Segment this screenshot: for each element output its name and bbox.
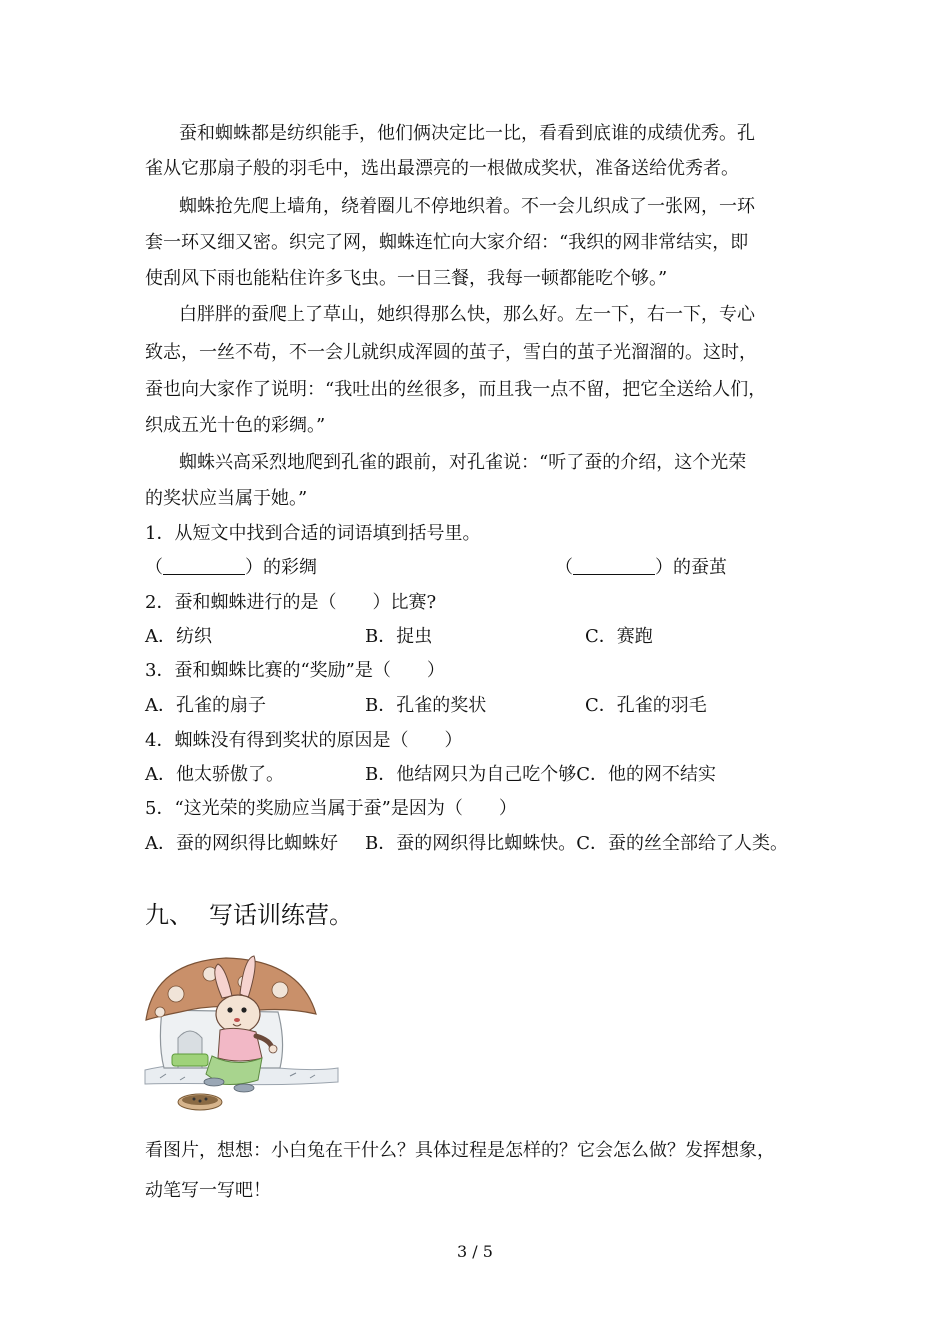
question-1: 1．从短文中找到合适的词语填到括号里。	[145, 523, 481, 544]
question-4: 4．蜘蛛没有得到奖状的原因是（ ）	[145, 730, 463, 751]
passage-line: 蜘蛛兴高采烈地爬到孔雀的跟前，对孔雀说：“听了蚕的介绍，这个光荣	[179, 452, 747, 473]
option-a[interactable]: A．蚕的网织得比蜘蛛好	[145, 833, 338, 854]
passage-line: 白胖胖的蚕爬上了草山，她织得那么快，那么好。左一下，右一下，专心	[179, 304, 755, 325]
question-5: 5．“这光荣的奖励应当属于蚕”是因为（ ）	[145, 798, 517, 819]
section-title: 写话训练营。	[209, 901, 353, 929]
section-heading	[145, 898, 353, 932]
passage-line: 套一环又细又密。织完了网，蜘蛛连忙向大家介绍：“我织的网非常结实，即	[145, 232, 749, 253]
passage-line: 雀从它那扇子般的羽毛中，选出最漂亮的一根做成奖状，准备送给优秀者。	[145, 158, 739, 179]
option-a[interactable]: A．孔雀的扇子	[145, 695, 266, 716]
page-number: 3 / 5	[457, 1242, 493, 1261]
option-a[interactable]: A．纺织	[145, 626, 212, 647]
option-bc[interactable]: B．蚕的网织得比蜘蛛快。C．蚕的丝全部给了人类。	[365, 833, 788, 854]
option-c[interactable]: C．孔雀的羽毛	[585, 695, 707, 716]
option-b[interactable]: B．捉虫	[365, 626, 433, 647]
fill-label-right: ）的蚕茧	[655, 557, 727, 578]
section-number: 九、	[145, 901, 193, 929]
passage-line: 蚕也向大家作了说明：“我吐出的丝很多，而且我一点不留，把它全送给人们，	[145, 379, 767, 400]
question-2: 2．蚕和蜘蛛进行的是（ ）比赛?	[145, 592, 437, 613]
option-b[interactable]: B．孔雀的奖状	[365, 695, 487, 716]
question-1-fill-right	[555, 555, 727, 581]
question-3: 3．蚕和蜘蛛比赛的“奖励”是（ ）	[145, 660, 445, 681]
option-bc[interactable]: B．他结网只为自己吃个够C．他的网不结实	[365, 764, 716, 785]
passage-line: 使刮风下雨也能粘住许多飞虫。一日三餐，我每一顿都能吃个够。”	[145, 268, 668, 289]
answer-blank-left[interactable]	[163, 556, 245, 575]
question-5-options	[145, 831, 825, 857]
question-1-fill-row	[145, 555, 727, 581]
passage-line: 蜘蛛抢先爬上墙角，绕着圈儿不停地织着。不一会儿织成了一张网，一环	[179, 196, 755, 217]
option-a[interactable]: A．他太骄傲了。	[145, 764, 284, 785]
question-3-options	[145, 693, 795, 719]
writing-prompt-line: 看图片，想想：小白兔在干什么？具体过程是怎样的？它会怎么做？发挥想象，	[145, 1140, 775, 1161]
option-c[interactable]: C．赛跑	[585, 626, 653, 647]
answer-blank-right[interactable]	[573, 556, 655, 575]
passage-line: 蚕和蜘蛛都是纺织能手，他们俩决定比一比，看看到底谁的成绩优秀。孔	[179, 123, 755, 144]
bracket-open: （	[555, 557, 573, 578]
passage-line: 的奖状应当属于她。”	[145, 488, 308, 509]
fill-label-left: ）的彩绸	[245, 557, 317, 578]
passage-line: 致志，一丝不苟，不一会儿就织成浑圆的茧子，雪白的茧子光溜溜的。这时，	[145, 342, 757, 363]
question-4-options	[145, 762, 795, 788]
passage-line: 织成五光十色的彩绸。”	[145, 415, 326, 436]
rabbit-mushroom-illustration	[140, 950, 340, 1120]
bracket-open: （	[145, 557, 163, 578]
writing-prompt-line: 动笔写一写吧！	[145, 1180, 271, 1201]
question-2-options	[145, 624, 795, 650]
